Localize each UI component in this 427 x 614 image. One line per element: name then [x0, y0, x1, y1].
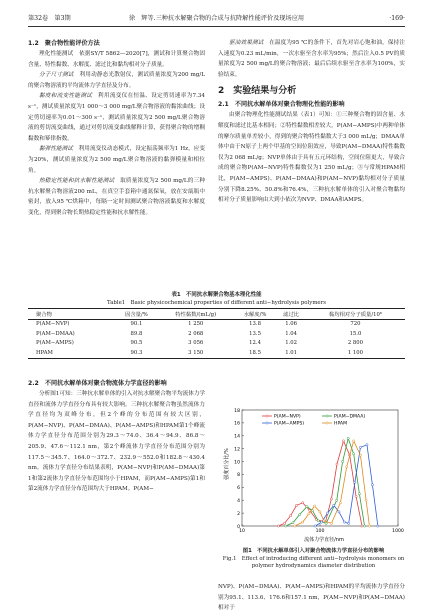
- table-cell: 18.5: [234, 348, 276, 358]
- data-point: [302, 521, 304, 523]
- rheology-test-title: 黏度和流变性能测试: [39, 93, 93, 100]
- x-axis-label: 流体力学直径/nm: [304, 537, 344, 543]
- data-point: [371, 484, 373, 486]
- data-point: [346, 466, 348, 468]
- chart-axes: [234, 408, 404, 534]
- table-header-cell: 黏均相对分子质量/10⁶: [328, 311, 382, 318]
- viscoelastic-test-text: 利用流变仪动态模式，设定振荡频率为1 Hz，应变为20%，测试质量浓度为2 500 mg/L聚合物溶液的黏弹模量和相位角。: [28, 146, 205, 174]
- table-header-cell: 水解度/%: [243, 311, 267, 318]
- data-point: [290, 515, 292, 517]
- viscoelastic-test-title: 黏弹性能测试: [39, 146, 73, 153]
- data-point: [377, 525, 379, 527]
- data-point: [336, 499, 338, 501]
- table-cell: 1 100: [306, 348, 405, 358]
- table-cell: 1.01: [276, 348, 306, 358]
- right-column-bottom: [218, 582, 405, 614]
- table-cell: 3 150: [158, 348, 234, 358]
- size-test-title: 分子尺寸测试: [39, 72, 74, 79]
- table-cell: HPAM: [28, 348, 115, 358]
- flooding-test-title: 驱油效果测试: [229, 40, 264, 46]
- data-point: [343, 521, 345, 523]
- table-cell: 2 800: [347, 340, 364, 347]
- data-point: [277, 525, 279, 527]
- table-cell: 12.4: [249, 340, 261, 347]
- y-tick-label: 12: [234, 447, 240, 453]
- figure-1: [222, 406, 405, 576]
- data-point: [308, 513, 310, 515]
- table-row: [28, 319, 405, 329]
- table-cell: 13.8: [249, 321, 261, 328]
- figure-1-title-en: Fig.1 Effect of introducing different anti−hydrolysis monomers on polymer hydrodynamics diameter distribution: [222, 555, 405, 569]
- journal-volume: 第32卷 第3期: [28, 15, 71, 22]
- legend-label: P(AM−DMAA): [334, 414, 366, 420]
- table-cell: 90.5: [130, 340, 143, 347]
- chart-series: [277, 437, 379, 527]
- paragraph-rheology: [28, 91, 205, 144]
- data-point: [353, 453, 355, 455]
- y-tick-label: 6: [237, 486, 240, 492]
- data-point: [325, 522, 327, 524]
- y-tick-label: 14: [234, 434, 240, 440]
- table-cell: P(AM−NVP): [36, 321, 70, 328]
- data-point: [317, 520, 319, 522]
- y-tick-label: 16: [234, 421, 240, 427]
- legend-label: P(AM−NVP): [274, 414, 301, 420]
- x-tick-label: 1000: [392, 529, 404, 534]
- table-cell: 3 056: [188, 340, 204, 347]
- table-cell: 2 068: [188, 330, 204, 337]
- data-point: [285, 525, 287, 527]
- legend-label: HPAM: [334, 421, 348, 427]
- table-cell: 90.3: [115, 348, 157, 358]
- y-tick-label: 0: [237, 524, 240, 530]
- section-1-2-heading: 1.2 聚合物性能评价方法: [28, 40, 100, 47]
- data-point: [292, 522, 294, 524]
- data-point: [359, 446, 361, 448]
- hydrolysis-test-text: 取质量浓度为2 500 mg/L的三种抗水解聚合物溶液200 mL，在真空手套箱中通氮保氧，放在安瓿瓶中密封，放入95 ℃烘箱中，每隔一定时间测试聚合物溶液黏度和水解度变化，得到聚合物长期热稳定性能和抗水解性能。: [28, 178, 205, 216]
- table-header-cell: 滤过比: [283, 311, 300, 318]
- data-point: [359, 454, 361, 456]
- plot-frame: [242, 410, 398, 526]
- paragraph-2-1: 由聚合物理化性能测试结果（表1）可知：①三种聚合物的固含量、水解度和滤过比基本相同；②特性黏数相差较大，P(AM−AMPS)中两种单体的摩尔质量单差较小，得到的聚合物特性黏数大于3 000 mL/g；DMAA单体中由于N原子上两个甲基的空间位阻效应，导致P(AM−DMAA)特性黏数仅为2 068 mL/g；NVP单体由于具有五元环结构，空间位阻更大，导致合成的聚合物P(AM−NVP)特性黏数仅为1 250 mL/g；③与常规HPAM相比，P(AM−AMPS)、P(AM−DMAA)和P(AM−NVP)黏均相对分子质量分别下降8.25%、50.8%和76.4%，三种抗水解单体的引入对聚合物黏均相对分子质量影响由大到小依次为NVP、DMAA和AMPS。: [218, 112, 405, 204]
- paragraph-size: [28, 70, 205, 91]
- table-cell: 13.5: [249, 330, 261, 337]
- series-line: [286, 438, 365, 526]
- y-tick-label: 2: [237, 511, 240, 517]
- legend-marker: [266, 422, 268, 424]
- data-point: [353, 440, 355, 442]
- table-cell: 1.02: [285, 340, 297, 347]
- legend-marker: [266, 415, 268, 417]
- data-point: [306, 506, 308, 508]
- legend-marker: [326, 422, 328, 424]
- left-column-bottom: [28, 378, 205, 495]
- running-header: [28, 12, 405, 27]
- left-column-top: [28, 38, 205, 219]
- paragraph-physchem-text: 理化性能测试 依据SY/T 5862—2020[7]，测试和计算聚合物固含量、特性黏数、水解度、滤过比和黏均相对分子质量。: [28, 51, 205, 68]
- chart-legend: [262, 414, 365, 427]
- data-point: [314, 525, 316, 527]
- table-header-row: [28, 309, 405, 320]
- table-row: [28, 329, 405, 339]
- legend-label: P(AM−AMPS): [274, 421, 305, 427]
- data-point: [330, 522, 332, 524]
- table-cell: P(AM−AMPS): [36, 340, 74, 347]
- x-tick-label: 100: [315, 529, 325, 534]
- y-axis-label: 强度百分比/%: [224, 448, 230, 480]
- data-point: [313, 505, 315, 507]
- y-tick-label: 4: [237, 499, 240, 505]
- paragraph-physchem: [28, 49, 205, 70]
- data-point: [321, 521, 323, 523]
- table-cell: 720: [350, 321, 361, 328]
- size-test-text: 利用动静态光散射仪，测试质量浓度为200 mg/L的聚合物溶液的平均流体力学直径及分布。: [28, 72, 205, 89]
- rheology-test-text: 利用流变仪在恒温、设定剪切速率为7.34 s⁻¹，测试质量浓度为1 000～3 000 mg/L聚合物溶液的黏浓曲线；设定剪切速率为0.01～300 s⁻¹，测试质量浓度为2 500 mg/L聚合物溶液的剪切流变曲线，通过对剪切流变曲线解释计算，获得聚合物的增稠黏数和幂律指数。: [28, 93, 205, 142]
- data-point: [283, 522, 285, 524]
- data-point: [323, 520, 325, 522]
- data-point: [365, 499, 367, 501]
- paragraph-viscoelastic: [28, 144, 205, 176]
- y-tick-label: 8: [237, 473, 240, 479]
- data-point: [342, 460, 344, 462]
- data-point: [354, 481, 356, 483]
- table-header-cell: 聚合物: [36, 311, 52, 318]
- data-point: [299, 513, 301, 515]
- table-1-title-en: Table1 Basic physicochemical properties of different anti−hydrolysis polymers: [107, 300, 326, 306]
- page-number: ·169·: [389, 15, 405, 22]
- table-row: [28, 339, 405, 349]
- table-1-title-cn: 表1 不同抗水解聚合物基本理化性能: [171, 292, 262, 298]
- data-point: [363, 525, 365, 527]
- section-2-1-heading: 2.1 不同抗水解单体对聚合物理化性能的影响: [218, 101, 345, 109]
- paragraph-flooding: [218, 38, 405, 80]
- data-point: [361, 525, 363, 527]
- data-point: [355, 495, 357, 497]
- data-point: [295, 504, 297, 506]
- y-tick-label: 10: [234, 460, 240, 466]
- data-point: [358, 493, 360, 495]
- right-column-top: [218, 38, 405, 206]
- data-point: [347, 437, 349, 439]
- table-cell: 1.06: [285, 321, 297, 328]
- section-2-heading: 2 实验结果与分析: [218, 86, 297, 97]
- hydrolysis-test-title: 热稳定性能和抗水解性能测试: [39, 178, 115, 185]
- data-point: [339, 502, 341, 504]
- paragraph-2-2-continued: NVP)、P(AM−DMAA)、P(AM−AMPS)和HPAM的平均流体力学直径分别为95.1、113.6、176.6和157.1 nm，P(AM−NVP)和P(AM−DMAA)相对于: [218, 584, 405, 612]
- series-line: [315, 445, 378, 526]
- table-cell: 90.1: [130, 321, 143, 328]
- table-cell: P(AM−DMAA): [36, 330, 75, 337]
- table-cell: 15.0: [349, 330, 362, 337]
- flooding-test-text: 在温度为95 ℃的条件下，首先对岩心饱和油，保持注入速度为0.23 mL/min，一次水驱至含水率为95%；然后注入0.5 PV的质量浓度为2 500 mg/L的聚合物溶液；最后后续水驱至含水率为100%，实验结束。: [218, 40, 405, 78]
- data-point: [302, 502, 304, 504]
- table-cell: 1 250: [188, 321, 204, 328]
- data-point: [330, 498, 332, 500]
- table-cell: 89.8: [130, 330, 143, 337]
- data-point: [338, 511, 340, 513]
- data-point: [326, 512, 328, 514]
- data-point: [366, 444, 368, 446]
- data-point: [348, 522, 350, 524]
- table-header-cell: 固含量/%: [125, 311, 148, 318]
- table-cell: 1.04: [285, 330, 297, 337]
- table-1: [28, 308, 405, 359]
- hydrodynamic-diameter-chart: [222, 406, 405, 544]
- table-row: [28, 348, 405, 358]
- data-point: [319, 511, 321, 513]
- figure-1-title-cn: 图1 不同抗水解单体引入对聚合物流体力学直径分布的影响: [242, 548, 385, 554]
- data-point: [368, 525, 370, 527]
- data-point: [342, 440, 344, 442]
- legend-marker: [326, 415, 328, 417]
- paragraph-hydrolysis: [28, 176, 205, 218]
- x-tick-label: 10: [239, 529, 245, 534]
- article-running-title: 徐 辉等.三种抗水解聚合物的合成与抗降解性能评价及现场应用: [128, 15, 305, 22]
- data-point: [294, 525, 296, 527]
- section-2-2-heading: 2.2 不同抗水解单体对聚合物流体力学直径的影响: [28, 380, 167, 387]
- paragraph-2-2: 分析图1可知：三种抗水解单体的引入对抗水解聚合物平均流体力学直径和流体力学直径分布具有较大影响。三种抗水解聚合物虽然流体力学直径均为双峰分布，但2个峰的分布范围有较大区别，P(AM−NVP)、P(AM−DMAA)、P(AM−AMPS)和HPAM第1个峰流体力学直径分布范围分别为29.3～74.0、36.4～94.9、86.8～205.9、47.6～112.1 nm，第2个峰流体力学直径分布范围分别为117.5～345.7、164.0～372.7、232.9～552.0和182.8～430.4 nm。流体力学直径分布结果表明，P(AM−NVP)和P(AM−DMAA)第1和第2流体力学直径分布范围均小于HPAM，而P(AM−AMPS)第1和第2流体力学直径分布范围均大于HPAM。P(AM−: [28, 391, 205, 493]
- data-point: [336, 463, 338, 465]
- table-header-cell: 特性黏数/(mL/g): [175, 311, 217, 318]
- data-point: [333, 504, 335, 506]
- y-tick-label: 18: [234, 408, 240, 414]
